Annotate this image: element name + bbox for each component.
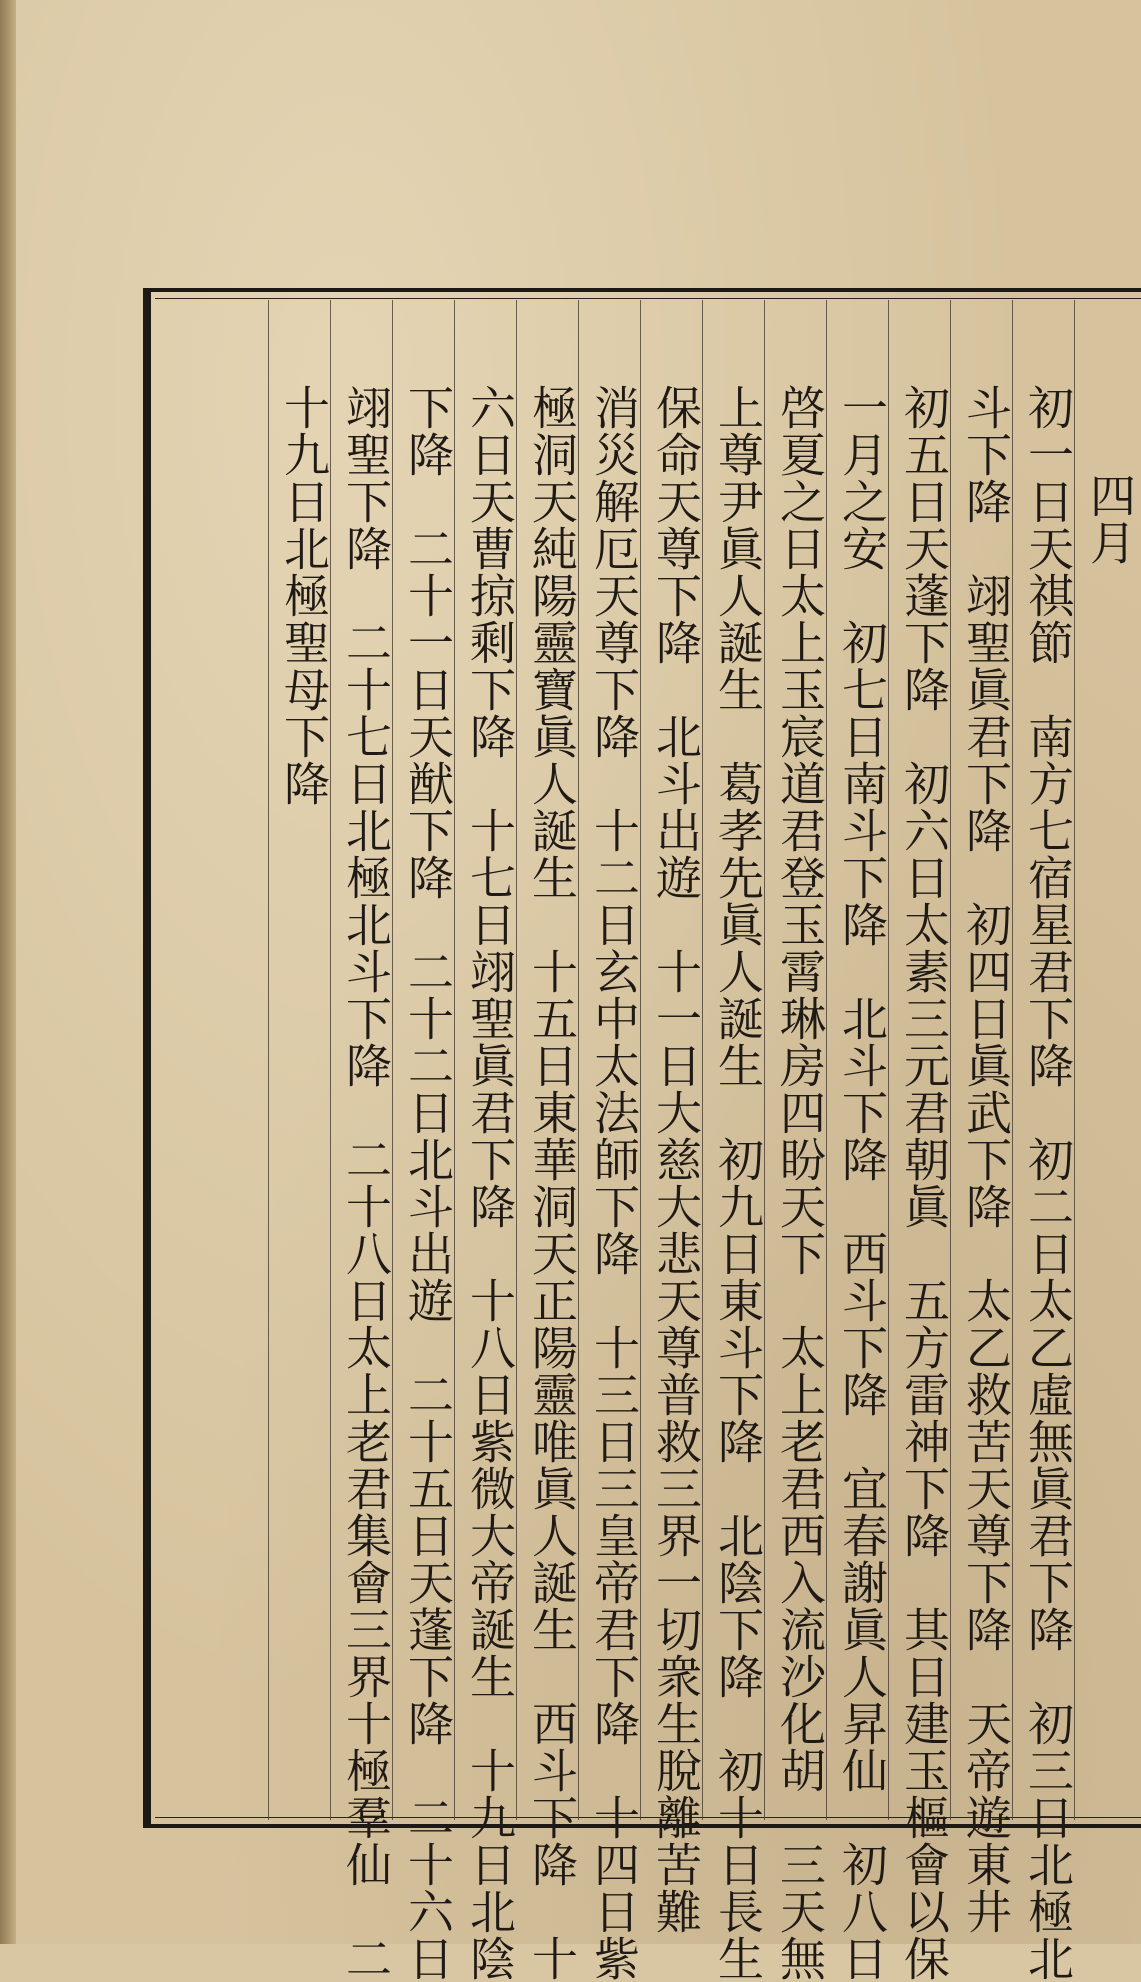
text-column: 上尊尹眞人誕生 葛孝先眞人誕生 初九日東斗下降 北陰下降 初十日長生 [711,384,765,1982]
page-heading: 四月 [1083,472,1137,566]
text-column: 翊聖下降 二十七日北極北斗下降 二十八日太上老君集會三界十極羣仙 二 [339,384,393,1982]
text-column: 消災解厄天尊下降 十二日玄中太法師下降 十三日三皇帝君下降 十四日紫 [587,384,641,1982]
text-column: 保命天尊下降 北斗出遊 十一日大慈大悲天尊普救三界一切衆生脫離苦難 [649,384,703,1935]
text-column: 啓夏之日太上玉宸道君登玉霄琳房四盼天下 太上老君西入流沙化胡 三天無 [773,384,827,1982]
text-column: 斗下降 翊聖眞君下降 初四日眞武下降 太乙救苦天尊下降 天帝遊東井 [959,384,1013,1935]
text-column: 十九日北極聖母下降 [277,384,331,807]
text-column: 極洞天純陽靈寶眞人誕生 十五日東華洞天正陽靈唯眞人誕生 西斗下降 十 [525,384,579,1982]
text-column: 下降 二十一日天猷下降 二十二日北斗出遊 二十五日天蓬下降 二十六日 [401,384,455,1982]
column-rule [268,300,269,1820]
text-column: 初五日天蓬下降 初六日太素三元君朝眞 五方雷神下降 其日建玉樞會以保 [897,384,951,1982]
text-column: 一月之安 初七日南斗下降 北斗下降 西斗下降 宜春謝眞人昇仙 初八日 [835,384,889,1982]
text-column: 初一日天祺節 南方七宿星君下降 初二日太乙虛無眞君下降 初三日北極北 [1021,384,1075,1982]
text-column: 六日天曹掠剩下降 十七日翊聖眞君下降 十八日紫微大帝誕生 十九日北陰 [463,384,517,1982]
page-edge [0,0,16,1944]
